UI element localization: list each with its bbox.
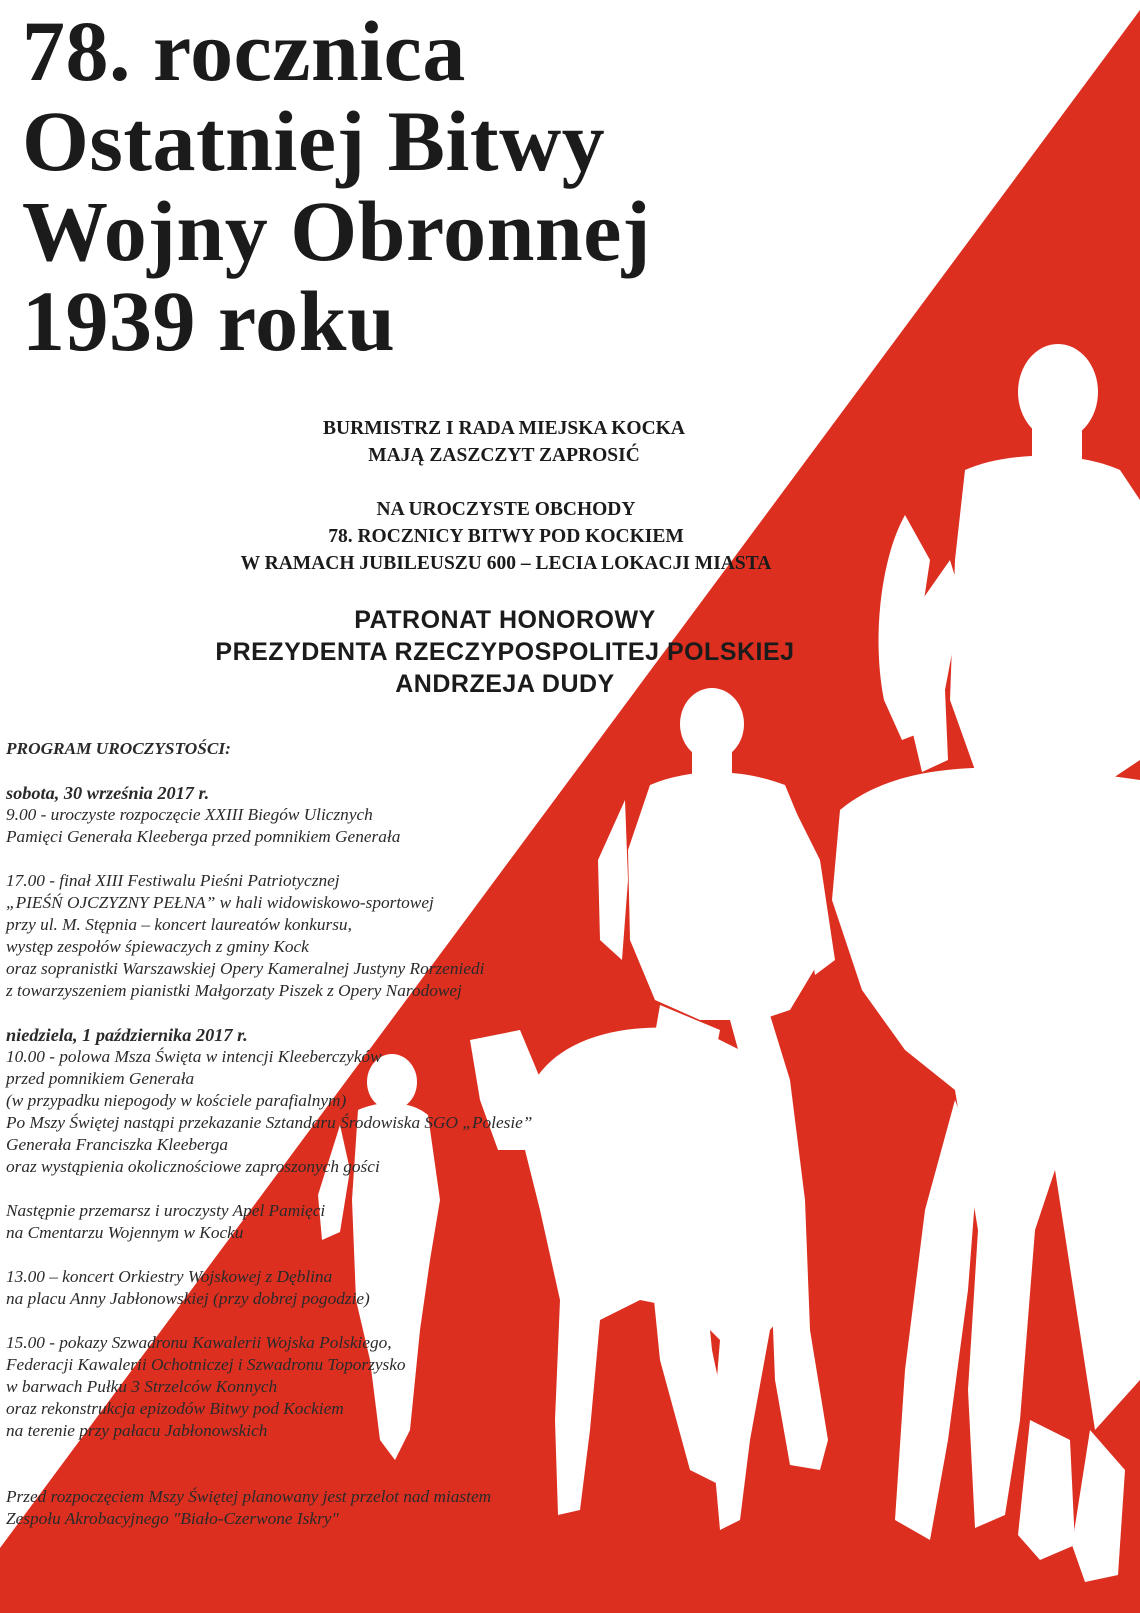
program-line: Po Mszy Świętej nastąpi przekazanie Sztandaru Środowiska SGO „Polesie” — [6, 1113, 533, 1132]
program-line: przed pomnikiem Generała — [6, 1069, 195, 1088]
program-line: Generała Franciszka Kleeberga — [6, 1135, 229, 1154]
celebration-line: 78. ROCZNICY BITWY POD KOCKIEM — [328, 526, 684, 547]
program-line: na Cmentarzu Wojennym w Kocku — [6, 1223, 244, 1242]
program-section — [6, 738, 766, 1530]
program-line: na placu Anny Jabłonowskiej (przy dobrej pogodzie) — [6, 1289, 370, 1308]
patronage-line: ANDRZEJA DUDY — [395, 670, 615, 698]
program-line: w barwach Pułku 3 Strzelców Konnych — [6, 1377, 278, 1396]
footer-note-line: Przed rozpoczęciem Mszy Świętej planowany jest przelot nad miastem — [6, 1487, 492, 1506]
footer-note-line: Zespołu Akrobacyjnego "Biało-Czerwone Iskry" — [6, 1509, 339, 1528]
program-line: przy ul. M. Stępnia – koncert laureatów konkursu, — [6, 915, 352, 934]
title-line: Ostatniej Bitwy — [22, 93, 606, 189]
program-line: Następnie przemarsz i uroczysty Apel Pamięci — [6, 1201, 326, 1220]
celebration-line: NA UROCZYSTE OBCHODY — [376, 499, 636, 520]
celebration-block — [146, 496, 866, 577]
program-line: Pamięci Generała Kleeberga przed pomnikiem Generała — [6, 827, 401, 846]
program-line: 9.00 - uroczyste rozpoczęcie XXIII Biegów Ulicznych — [6, 805, 373, 824]
day-heading-saturday: sobota, 30 września 2017 r. — [6, 783, 210, 803]
program-line: 10.00 - polowa Msza Święta w intencji Kleeberczyków — [6, 1047, 382, 1066]
program-line: 13.00 – koncert Orkiestry Wojskowej z Dęblina — [6, 1267, 333, 1286]
program-line: „PIEŚŃ OJCZYZNY PEŁNA” w hali widowiskowo-sportowej — [6, 893, 434, 912]
day-heading-sunday: niedziela, 1 października 2017 r. — [6, 1025, 248, 1045]
program-heading: PROGRAM UROCZYSTOŚCI: — [6, 739, 231, 758]
program-line: 15.00 - pokazy Szwadronu Kawalerii Wojska Polskiego, — [6, 1333, 392, 1352]
invitation-line: BURMISTRZ I RADA MIEJSKA KOCKA — [323, 418, 685, 439]
title-line: 78. rocznica — [22, 3, 466, 99]
invitation-block — [184, 415, 824, 469]
title-line: Wojny Obronnej — [22, 183, 652, 279]
title-line: 1939 roku — [22, 273, 396, 369]
program-line: oraz rekonstrukcja epizodów Bitwy pod Kockiem — [6, 1399, 344, 1418]
invitation-line: MAJĄ ZASZCZYT ZAPROSIĆ — [368, 445, 640, 466]
program-line: oraz wystąpienia okolicznościowe zaproszonych gości — [6, 1157, 380, 1176]
program-line: oraz sopranistki Warszawskiej Opery Kameralnej Justyny Rorzeniedi — [6, 959, 485, 978]
program-line: z towarzyszeniem pianistki Małgorzaty Piszek z Opery Narodowej — [6, 981, 462, 1000]
program-line: Federacji Kawalerii Ochotniczej i Szwadronu Toporzysko — [6, 1355, 406, 1374]
honorary-patronage-block — [120, 604, 890, 700]
patronage-line: PATRONAT HONOROWY — [354, 606, 656, 634]
program-line: występ zespołów śpiewaczych z gminy Kock — [6, 937, 309, 956]
program-line: 17.00 - finał XIII Festiwalu Pieśni Patriotycznej — [6, 871, 340, 890]
program-line: na terenie przy pałacu Jabłonowskich — [6, 1421, 268, 1440]
poster-title — [22, 3, 652, 369]
program-line: (w przypadku niepogody w kościele parafialnym) — [6, 1091, 347, 1110]
patronage-line: PREZYDENTA RZECZYPOSPOLITEJ POLSKIEJ — [215, 638, 795, 666]
celebration-line: W RAMACH JUBILEUSZU 600 – LECIA LOKACJI MIASTA — [240, 553, 772, 574]
